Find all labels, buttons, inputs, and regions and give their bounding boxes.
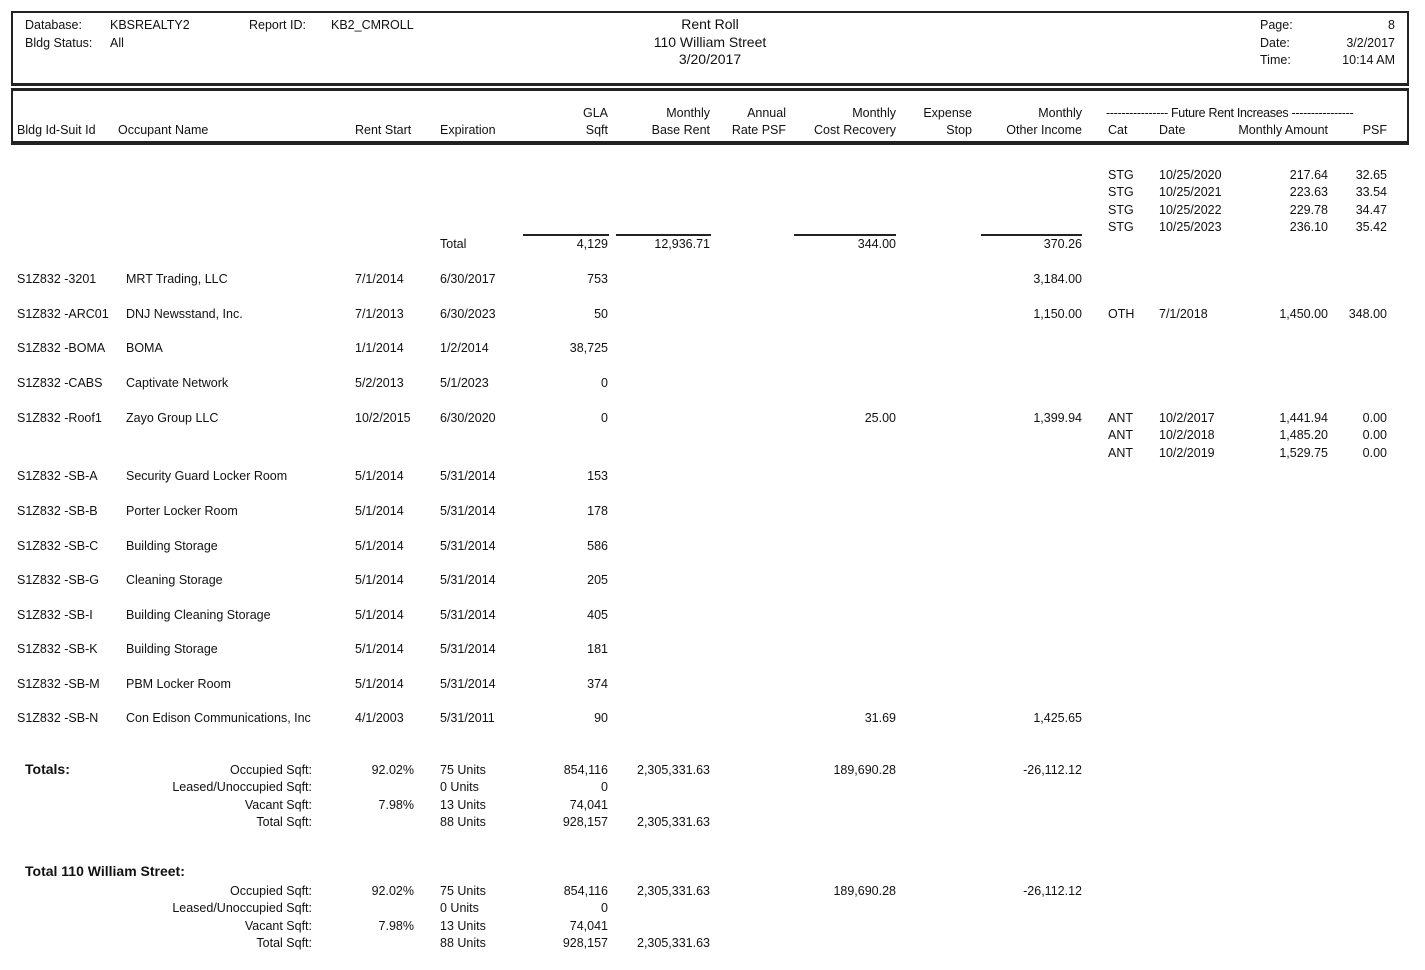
- future-date: 10/25/2021: [1159, 185, 1222, 200]
- cost-recovery-total-underline: [794, 234, 896, 236]
- rent-start: 5/1/2014: [355, 504, 404, 518]
- future-monthly-amount: 1,450.00: [1279, 307, 1328, 321]
- expiration: 5/1/2023: [440, 376, 489, 390]
- occupant-name: Building Cleaning Storage: [126, 608, 271, 622]
- occupant-name: Porter Locker Room: [126, 504, 238, 518]
- future-cat: STG: [1108, 185, 1134, 200]
- totals-units: 13 Units: [440, 918, 486, 933]
- time-label: Time:: [1260, 53, 1291, 67]
- gla-sqft: 0: [601, 376, 608, 390]
- page-label: Page:: [1260, 18, 1293, 32]
- totals-units: 88 Units: [440, 935, 486, 950]
- other-income: 1,425.65: [1033, 711, 1082, 725]
- total-base-rent: 12,936.71: [654, 237, 710, 251]
- totals-percent: 7.98%: [378, 918, 414, 933]
- bldg-status-label: Bldg Status:: [25, 36, 93, 50]
- totals-units: 0 Units: [440, 901, 479, 916]
- gla-sqft: 38,725: [569, 341, 608, 355]
- report-id-value: KB2_CMROLL: [331, 18, 414, 32]
- col-gla-1: GLA: [582, 106, 608, 120]
- totals-percent: 7.98%: [378, 797, 414, 812]
- gla-sqft: 0: [601, 411, 608, 425]
- future-psf: 348.00: [1348, 307, 1387, 321]
- future-monthly-amount: 1,485.20: [1279, 428, 1328, 443]
- totals-heading: Totals:: [25, 761, 70, 777]
- database-value: KBSREALTY2: [110, 18, 190, 32]
- suit-id: S1Z832 -SB-C: [17, 539, 99, 553]
- col-psf: PSF: [1362, 123, 1387, 137]
- rent-start: 5/1/2014: [355, 469, 404, 483]
- col-bldg-suit: Bldg Id-Suit Id: [17, 123, 96, 137]
- report-title: Rent Roll: [681, 16, 739, 32]
- other-income: 3,184.00: [1033, 272, 1082, 286]
- totals-label: Leased/Unoccupied Sqft:: [172, 780, 312, 795]
- future-date: 10/25/2020: [1159, 168, 1222, 182]
- totals-label: Vacant Sqft:: [244, 918, 312, 933]
- col-monthly-amount: Monthly Amount: [1238, 123, 1328, 137]
- totals-percent: 92.02%: [371, 884, 414, 898]
- print-date: 3/2/2017: [1346, 36, 1395, 50]
- totals-other-income: -26,112.12: [1023, 884, 1082, 898]
- occupant-name: Security Guard Locker Room: [126, 469, 288, 483]
- totals-sqft: 74,041: [569, 918, 608, 933]
- suit-id: S1Z832 -SB-I: [17, 608, 93, 622]
- future-psf: 35.42: [1355, 220, 1387, 235]
- rent-start: 7/1/2013: [355, 307, 404, 321]
- col-base-rent-2: Base Rent: [651, 123, 710, 137]
- future-cat: OTH: [1108, 307, 1135, 321]
- expiration: 6/30/2020: [440, 411, 496, 425]
- suit-id: S1Z832 -Roof1: [17, 411, 102, 425]
- future-monthly-amount: 223.63: [1289, 185, 1328, 200]
- suit-id: S1Z832 -SB-B: [17, 504, 98, 518]
- col-cost-recovery-2: Cost Recovery: [814, 123, 896, 137]
- future-psf: 0.00: [1362, 428, 1387, 443]
- gla-sqft: 586: [587, 539, 608, 553]
- suit-id: S1Z832 -SB-G: [17, 573, 99, 587]
- property-name: 110 William Street: [653, 34, 767, 50]
- rent-start: 4/1/2003: [355, 711, 404, 725]
- database-label: Database:: [25, 18, 82, 32]
- totals-heading: Total 110 William Street:: [25, 863, 185, 879]
- future-psf: 33.54: [1355, 185, 1387, 200]
- future-psf: 32.65: [1355, 168, 1387, 182]
- expiration: 5/31/2014: [440, 677, 496, 691]
- future-psf: 0.00: [1362, 445, 1387, 460]
- rent-start: 5/2/2013: [355, 376, 404, 390]
- occupant-name: MRT Trading, LLC: [126, 272, 228, 286]
- report-as-of-date: 3/20/2017: [678, 51, 742, 67]
- occupant-name: Cleaning Storage: [126, 573, 223, 587]
- col-other-income-2: Other Income: [1006, 123, 1082, 137]
- totals-units: 75 Units: [440, 884, 486, 898]
- gla-sqft: 90: [594, 711, 608, 725]
- col-cost-recovery-1: Monthly: [852, 106, 896, 120]
- totals-label: Leased/Unoccupied Sqft:: [172, 901, 312, 916]
- expiration: 5/31/2014: [440, 504, 496, 518]
- rent-start: 7/1/2014: [355, 272, 404, 286]
- future-cat: STG: [1108, 202, 1134, 217]
- occupant-name: Building Storage: [126, 539, 218, 553]
- future-date: 10/2/2019: [1159, 445, 1215, 460]
- totals-label: Occupied Sqft:: [230, 763, 312, 777]
- total-gla: 4,129: [576, 237, 608, 251]
- future-date: 10/2/2017: [1159, 411, 1215, 425]
- expiration: 5/31/2014: [440, 469, 496, 483]
- gla-sqft: 374: [587, 677, 608, 691]
- suit-id: S1Z832 -SB-K: [17, 642, 98, 656]
- col-cat: Cat: [1108, 123, 1128, 137]
- total-other-income: 370.26: [1043, 237, 1082, 251]
- totals-base-rent: 2,305,331.63: [637, 814, 710, 829]
- future-date: 10/25/2022: [1159, 202, 1222, 217]
- total-cost-recovery: 344.00: [857, 237, 896, 251]
- other-income: 1,150.00: [1033, 307, 1082, 321]
- col-base-rent-1: Monthly: [666, 106, 710, 120]
- suit-id: S1Z832 -BOMA: [17, 341, 106, 355]
- expiration: 5/31/2014: [440, 608, 496, 622]
- gla-sqft: 178: [587, 504, 608, 518]
- totals-units: 13 Units: [440, 797, 486, 812]
- future-psf: 0.00: [1362, 411, 1387, 425]
- suit-id: S1Z832 -SB-A: [17, 469, 98, 483]
- gla-sqft: 50: [594, 307, 608, 321]
- col-future-increases-banner: ---------------- Future Rent Increases ----------------: [1106, 106, 1354, 120]
- occupant-name: Zayo Group LLC: [126, 411, 219, 425]
- future-psf: 34.47: [1355, 202, 1387, 217]
- occupant-name: BOMA: [126, 341, 163, 355]
- rent-start: 1/1/2014: [355, 341, 404, 355]
- occupant-name: Con Edison Communications, Inc: [126, 711, 311, 725]
- gla-sqft: 753: [587, 272, 608, 286]
- rent-start: 5/1/2014: [355, 573, 404, 587]
- suit-id: S1Z832 -ARC01: [17, 307, 109, 321]
- total-label: Total: [440, 237, 467, 251]
- totals-sqft: 0: [601, 780, 608, 795]
- future-monthly-amount: 1,529.75: [1279, 445, 1328, 460]
- date-label: Date:: [1260, 36, 1290, 50]
- print-time: 10:14 AM: [1342, 53, 1395, 67]
- rent-start: 5/1/2014: [355, 642, 404, 656]
- future-cat: ANT: [1108, 411, 1133, 425]
- other-income-total-underline: [981, 234, 1082, 236]
- cost-recovery: 31.69: [864, 711, 896, 725]
- gla-sqft: 205: [587, 573, 608, 587]
- totals-sqft: 0: [601, 901, 608, 916]
- cost-recovery: 25.00: [864, 411, 896, 425]
- future-cat: STG: [1108, 168, 1134, 182]
- occupant-name: Captivate Network: [126, 376, 229, 390]
- totals-label: Vacant Sqft:: [244, 797, 312, 812]
- gla-sqft: 405: [587, 608, 608, 622]
- base-rent-total-underline: [616, 234, 711, 236]
- totals-units: 0 Units: [440, 780, 479, 795]
- page-number: 8: [1388, 18, 1395, 32]
- future-monthly-amount: 1,441.94: [1279, 411, 1328, 425]
- expiration: 6/30/2023: [440, 307, 496, 321]
- totals-units: 75 Units: [440, 763, 486, 777]
- totals-cost-recovery: 189,690.28: [833, 884, 896, 898]
- totals-sqft: 928,157: [562, 935, 608, 950]
- gla-total-underline: [523, 234, 609, 236]
- totals-cost-recovery: 189,690.28: [833, 763, 896, 777]
- expiration: 5/31/2011: [440, 711, 495, 725]
- col-expense-stop-2: Stop: [946, 123, 972, 137]
- col-rent-start: Rent Start: [355, 123, 412, 137]
- totals-base-rent: 2,305,331.63: [637, 763, 710, 777]
- totals-label: Total Sqft:: [256, 935, 312, 950]
- col-other-income-1: Monthly: [1038, 106, 1082, 120]
- occupant-name: PBM Locker Room: [126, 677, 231, 691]
- expiration: 5/31/2014: [440, 573, 496, 587]
- rent-start: 10/2/2015: [355, 411, 411, 425]
- totals-sqft: 854,116: [563, 884, 608, 898]
- future-cat: ANT: [1108, 428, 1133, 443]
- totals-sqft: 928,157: [562, 814, 608, 829]
- col-annual-1: Annual: [747, 106, 786, 120]
- future-date: 7/1/2018: [1159, 307, 1208, 321]
- occupant-name: DNJ Newsstand, Inc.: [126, 307, 243, 321]
- report-id-label: Report ID:: [249, 18, 306, 32]
- col-occupant: Occupant Name: [118, 123, 209, 137]
- future-monthly-amount: 217.64: [1289, 168, 1328, 182]
- expiration: 1/2/2014: [440, 341, 489, 355]
- rent-start: 5/1/2014: [355, 539, 404, 553]
- future-monthly-amount: 229.78: [1289, 202, 1328, 217]
- rent-start: 5/1/2014: [355, 608, 404, 622]
- occupant-name: Building Storage: [126, 642, 218, 656]
- future-date: 10/25/2023: [1159, 220, 1222, 235]
- expiration: 5/31/2014: [440, 539, 496, 553]
- gla-sqft: 153: [587, 469, 608, 483]
- col-annual-2: Rate PSF: [731, 123, 786, 137]
- totals-units: 88 Units: [440, 814, 486, 829]
- totals-sqft: 854,116: [563, 763, 608, 777]
- other-income: 1,399.94: [1033, 411, 1082, 425]
- totals-percent: 92.02%: [371, 763, 414, 777]
- col-gla-2: Sqft: [585, 123, 608, 137]
- expiration: 6/30/2017: [440, 272, 496, 286]
- suit-id: S1Z832 -3201: [17, 272, 97, 286]
- col-expense-stop-1: Expense: [923, 106, 972, 120]
- totals-base-rent: 2,305,331.63: [637, 884, 710, 898]
- gla-sqft: 181: [587, 642, 608, 656]
- col-expiration: Expiration: [440, 123, 496, 137]
- expiration: 5/31/2014: [440, 642, 496, 656]
- totals-sqft: 74,041: [569, 797, 608, 812]
- totals-other-income: -26,112.12: [1023, 763, 1082, 777]
- suit-id: S1Z832 -CABS: [17, 376, 103, 390]
- suit-id: S1Z832 -SB-N: [17, 711, 99, 725]
- future-cat: ANT: [1108, 445, 1133, 460]
- rent-start: 5/1/2014: [355, 677, 404, 691]
- suit-id: S1Z832 -SB-M: [17, 677, 100, 691]
- totals-base-rent: 2,305,331.63: [637, 935, 710, 950]
- totals-label: Occupied Sqft:: [230, 884, 312, 898]
- future-date: 10/2/2018: [1159, 428, 1215, 443]
- future-monthly-amount: 236.10: [1289, 220, 1328, 235]
- bldg-status-value: All: [110, 36, 124, 50]
- col-date: Date: [1159, 123, 1186, 137]
- totals-label: Total Sqft:: [256, 814, 312, 829]
- future-cat: STG: [1108, 220, 1134, 235]
